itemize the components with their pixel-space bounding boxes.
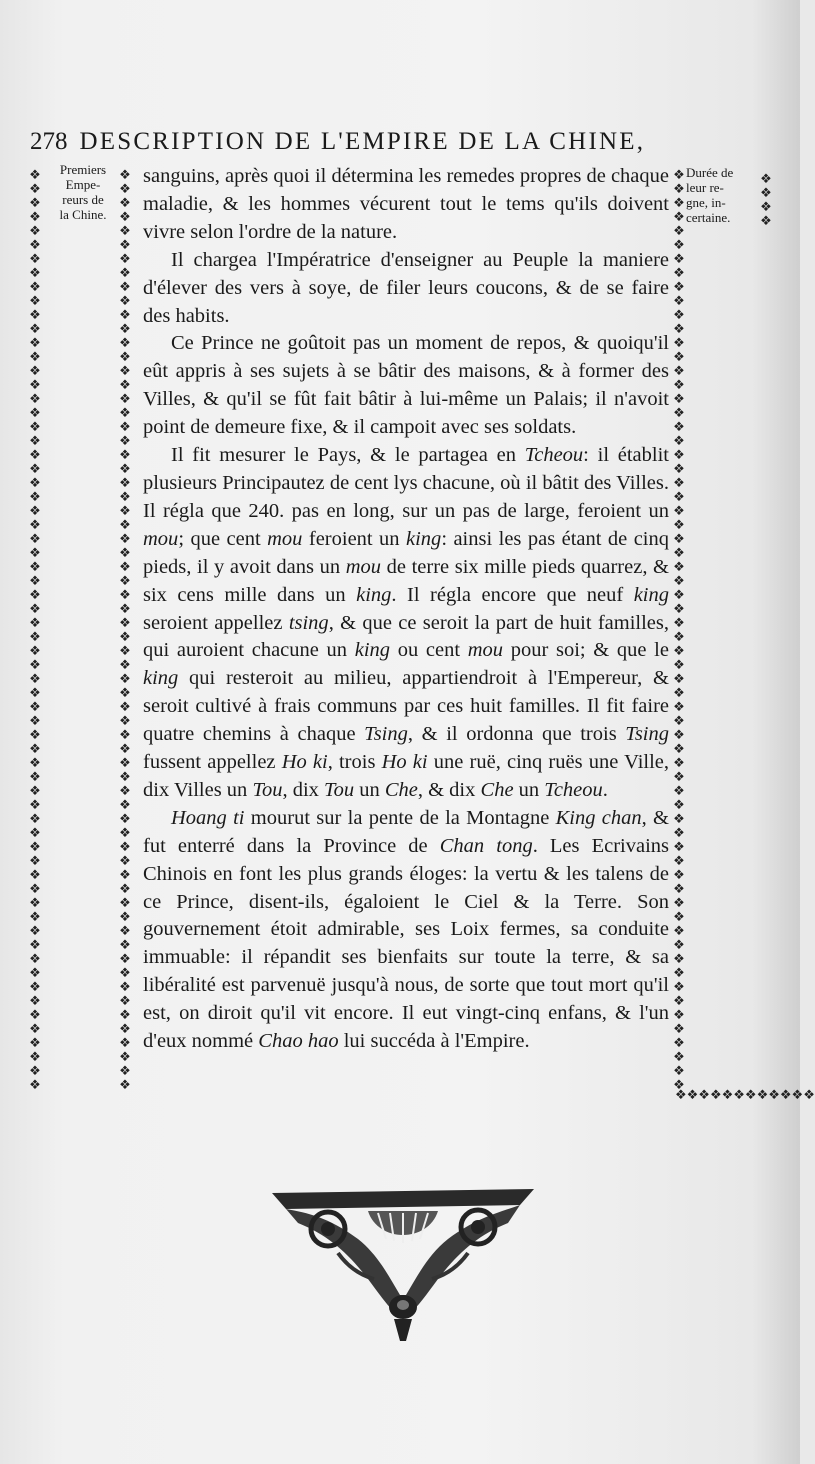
text-run: , & dix: [417, 778, 481, 801]
italic-term: Ho ki: [281, 751, 328, 774]
text-run: ; que cent: [178, 527, 268, 550]
text-run: seroient appellez: [143, 611, 289, 634]
cul-de-lampe-ornament-icon: [268, 1183, 538, 1348]
paragraph: [143, 805, 669, 1056]
page-number: 278: [30, 128, 68, 155]
text-run: .: [602, 778, 608, 801]
text-run: pour soi; & que le: [503, 639, 669, 662]
italic-term: king: [143, 667, 179, 690]
text-run: feroient un: [302, 527, 407, 550]
text-run: . Il régla encore que neuf: [391, 583, 634, 606]
middle-fleuron-border: ❖ ❖ ❖ ❖ ❖ ❖ ❖ ❖ ❖ ❖ ❖ ❖ ❖ ❖ ❖ ❖ ❖ ❖ ❖ ❖ ❖ ❖ ❖ ❖ ❖ ❖ ❖ ❖ ❖ ❖ ❖ ❖ ❖ ❖ ❖ ❖ ❖ ❖ ❖ ❖ ❖ ❖ ❖ ❖ ❖ ❖ ❖ ❖ ❖ ❖ ❖ ❖ ❖ ❖ ❖ ❖ ❖ ❖ ❖ ❖ ❖ ❖ ❖ ❖ ❖ ❖: [119, 167, 131, 1092]
italic-term: Chan tong: [439, 834, 533, 857]
italic-term: tsing: [288, 611, 329, 634]
outer-right-fleuron-border: ❖ ❖ ❖ ❖: [760, 171, 772, 228]
italic-term: Tou: [252, 778, 283, 801]
italic-term: mou: [143, 527, 179, 550]
margin-note-line: la Chine.: [59, 207, 107, 222]
paragraph: Ce Prince ne goûtoit pas un moment de repos, & quoiqu'il eût appris à ses sujets à se bâtir des maisons, & à former des Villes, & qu'il se fût fait bâtir à lui-même un Palais; il n'avoit point de demeure fixe, & il campoit avec ses soldats.: [143, 332, 669, 439]
text-run: . Les Ecrivains Chinois en font les plus grands éloges: la vertu & les talens de ce Prince, disent-ils, égaloient le Ciel & la Terre. Son gouvernement étoit admirable, ses Loix fermes, sa conduite immuable: il répandit ses bienfaits sur toute la terre, & sa libéralité est parvenuë jusqu'à nous, de sorte que tout mort qu'il est, on diroit qu'il vit encore. Il eut vingt-cinq enfans, & l'un d'eux nommé: [143, 834, 670, 1053]
text-run: ou cent: [390, 639, 468, 662]
main-text: [143, 163, 669, 1056]
italic-term: King chan: [555, 806, 642, 829]
margin-note-line: certaine.: [686, 210, 731, 225]
right-fleuron-border: ❖ ❖ ❖ ❖ ❖ ❖ ❖ ❖ ❖ ❖ ❖ ❖ ❖ ❖ ❖ ❖ ❖ ❖ ❖ ❖ ❖ ❖ ❖ ❖ ❖ ❖ ❖ ❖ ❖ ❖ ❖ ❖ ❖ ❖ ❖ ❖ ❖ ❖ ❖ ❖ ❖ ❖ ❖ ❖ ❖ ❖ ❖ ❖ ❖ ❖ ❖ ❖ ❖ ❖ ❖ ❖ ❖ ❖ ❖ ❖ ❖ ❖ ❖ ❖ ❖ ❖: [673, 167, 685, 1092]
italic-term: Chao hao: [258, 1030, 339, 1053]
margin-note-left: [48, 162, 118, 222]
text-run: de terre six mille pieds quarrez, & six cens mille dans un: [143, 555, 669, 606]
text-run: une ruë, cinq ruës une Ville, dix Villes un: [143, 751, 669, 801]
text-run: Il fit mesurer le Pays, & le partagea en: [171, 444, 525, 467]
italic-term: king: [633, 583, 669, 606]
text-run: , & il ordonna que trois: [407, 723, 626, 746]
margin-note-line: Premiers: [59, 162, 107, 177]
bottom-right-fleuron-rule: ❖❖❖❖❖❖❖❖❖❖❖❖: [675, 1087, 815, 1102]
text-run: : il établit plusieurs Principautez de cent lys chacune, où il bâtit des Villes. Il régla que 240. pas en long, sur un pas de large, feroient un: [143, 444, 669, 522]
running-title: DESCRIPTION DE L'EMPIRE DE LA CHINE,: [79, 128, 646, 155]
text-run: , & que ce seroit la part de huit familles, qui auroient chacune un: [143, 611, 669, 662]
italic-term: mou: [345, 555, 382, 578]
margin-note-line: leur re-: [686, 180, 724, 195]
margin-note-line: Empe-: [65, 177, 101, 192]
italic-term: king: [356, 583, 392, 606]
margin-note-line: Durée de: [686, 165, 734, 180]
italic-term: Tsing: [625, 723, 669, 746]
left-fleuron-border: ❖ ❖ ❖ ❖ ❖ ❖ ❖ ❖ ❖ ❖ ❖ ❖ ❖ ❖ ❖ ❖ ❖ ❖ ❖ ❖ ❖ ❖ ❖ ❖ ❖ ❖ ❖ ❖ ❖ ❖ ❖ ❖ ❖ ❖ ❖ ❖ ❖ ❖ ❖ ❖ ❖ ❖ ❖ ❖ ❖ ❖ ❖ ❖ ❖ ❖ ❖ ❖ ❖ ❖ ❖ ❖ ❖ ❖ ❖ ❖ ❖ ❖ ❖ ❖ ❖ ❖: [29, 167, 41, 1092]
italic-term: Che: [384, 778, 418, 801]
margin-note-line: gne, in-: [686, 195, 726, 210]
text-run: : ainsi les pas étant de cinq pieds, il y avoit dans un: [143, 527, 669, 578]
running-header: [30, 128, 730, 156]
text-run: , dix: [282, 778, 325, 801]
paragraph: [143, 442, 669, 805]
italic-term: king: [406, 527, 442, 550]
italic-term: king: [354, 639, 391, 662]
text-run: qui resteroit au milieu, appartiendroit à l'Empereur, & seroit cultivé à frais communs par ces huit familles. Il fit faire quatre chemins à chaque: [143, 667, 669, 746]
paragraph: Il chargea l'Impératrice d'enseigner au Peuple la maniere d'élever des vers à soye, de filer leurs coucons, & de se faire des habits.: [143, 248, 669, 327]
italic-term: mou: [467, 639, 504, 662]
text-run: , trois: [327, 751, 382, 774]
paragraph: sanguins, après quoi il détermina les remedes propres de chaque maladie, & les hommes vécurent tout le tems qu'ils doivent vivre selon l'ordre de la nature.: [143, 165, 669, 243]
italic-term: Tcheou: [524, 444, 584, 467]
text-run: lui succéda à l'Empire.: [338, 1030, 530, 1053]
italic-term: Che: [480, 778, 514, 801]
italic-term: mou: [267, 527, 303, 550]
italic-term: Ho ki: [381, 751, 428, 774]
margin-note-line: reurs de: [62, 192, 104, 207]
italic-term: Tsing: [364, 723, 408, 746]
italic-term: Hoang ti: [171, 806, 245, 829]
text-run: un: [354, 778, 385, 801]
text-run: un: [513, 778, 545, 801]
text-run: fussent appellez: [143, 751, 282, 774]
text-run: , & fut enterré dans la Province de: [143, 806, 669, 857]
margin-note-right: [686, 165, 766, 225]
italic-term: Tou: [324, 778, 355, 801]
italic-term: Tcheou: [544, 778, 603, 801]
text-run: mourut sur la pente de la Montagne: [244, 806, 556, 829]
